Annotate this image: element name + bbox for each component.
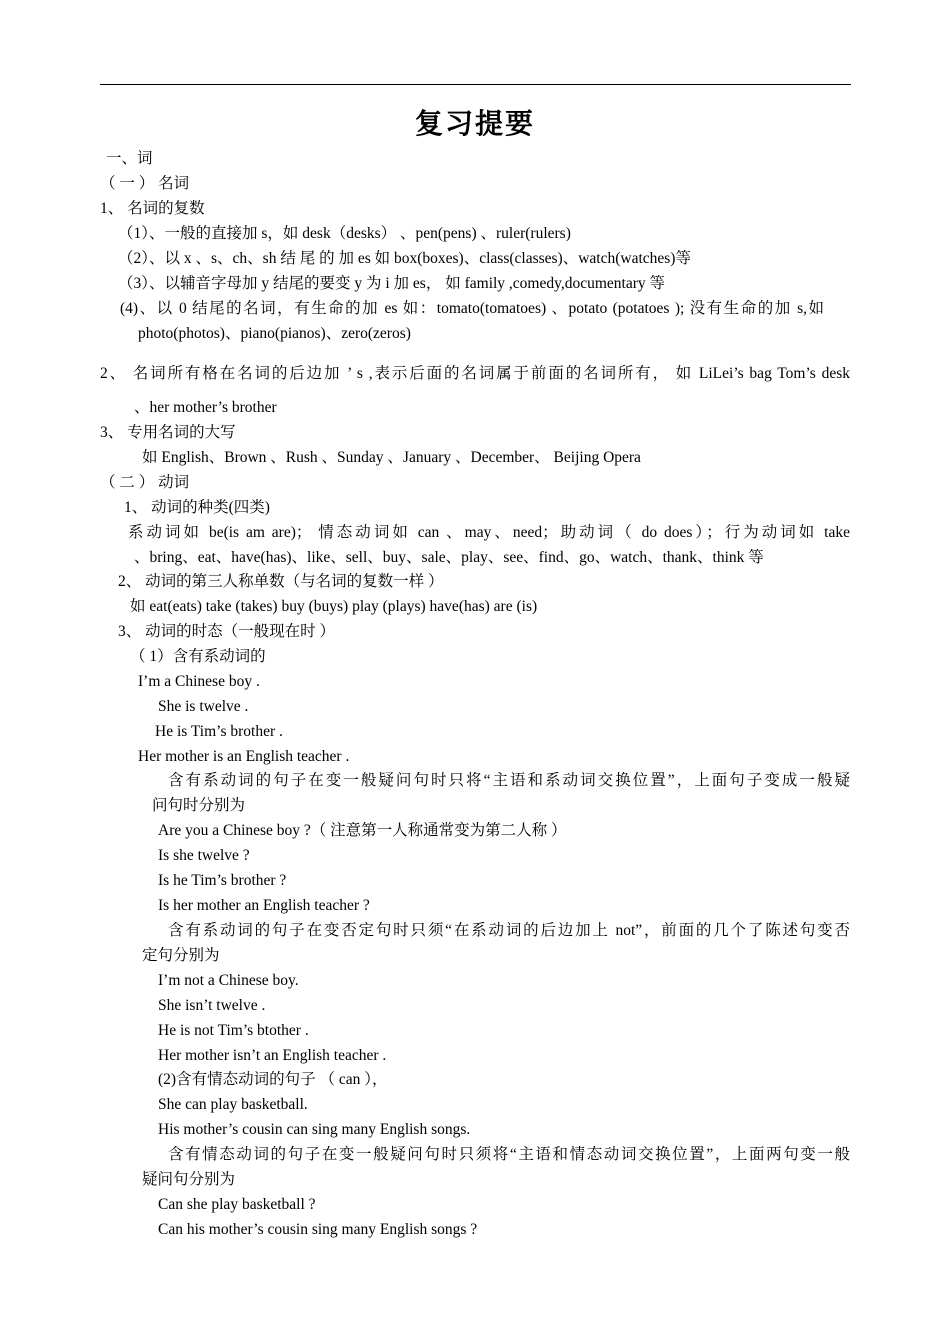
example-sentence: Can his mother’s cousin sing many English songs ? [158, 1221, 478, 1238]
text-line: 系动词如 be(is am are)； 情态动词如 can 、may、need；助动词（ do does）；行为动词如 take [128, 524, 850, 541]
item-heading-verb-types: 1、 动词的种类(四类) [124, 499, 270, 516]
header-rule [100, 84, 851, 85]
text-line: 含有系动词的句子在变否定句时只须“在系动词的后边加上 not”，前面的几个了陈述句变否 [168, 922, 850, 939]
section-heading-words: 一、词 [106, 150, 153, 167]
sub-item-heading-linking-verb: （ 1）含有系动词的 [130, 648, 266, 665]
text-line: 、bring、eat、have(has)、like、sell、buy、sale、play、see、find、go、watch、thank、think 等 [134, 549, 764, 566]
example-sentence: Are you a Chinese boy ?（ 注意第一人称通常变为第二人称 ） [158, 822, 567, 839]
example-sentence: Is her mother an English teacher ? [158, 897, 370, 914]
text-line: 如 English、Brown 、Rush 、Sunday 、January 、December、 Beijing Opera [142, 449, 641, 466]
text-line: photo(photos)、piano(pianos)、zero(zeros) [138, 325, 411, 342]
text-line: 疑问句分别为 [142, 1171, 236, 1188]
example-sentence: Her mother isn’t an English teacher . [158, 1047, 387, 1064]
sub-item-heading-modal-verb: (2)含有情态动词的句子 （ can ）， [158, 1071, 388, 1088]
example-sentence: I’m a Chinese boy . [138, 673, 260, 690]
text-line: （3）、以辅音字母加 y 结尾的要变 y 为 i 加 es， 如 family ,comedy,documentary 等 [118, 275, 666, 292]
example-sentence: Is he Tim’s brother ? [158, 872, 287, 889]
text-line: 问句时分别为 [152, 797, 246, 814]
text-line: （2）、以 x 、s、ch、sh 结 尾 的 加 es 如 box(boxes)、class(classes)、watch(watches)等 [118, 250, 691, 267]
example-sentence: Can she play basketball ? [158, 1196, 316, 1213]
page-title: 复习提要 [414, 107, 535, 140]
example-sentence: He is Tim’s brother . [155, 723, 283, 740]
example-sentence: She can play basketball. [158, 1096, 308, 1113]
item-heading-plural: 1、 名词的复数 [100, 200, 205, 217]
text-line: (4)、以 0 结尾的名词，有生命的加 es 如：tomato(tomatoes) 、potato (potatoes ); 没有生命的加 s,如 [120, 300, 824, 317]
item-heading-tense: 3、 动词的时态（一般现在时 ） [118, 623, 336, 640]
example-sentence: She isn’t twelve . [158, 997, 266, 1014]
example-sentence: Is she twelve ? [158, 847, 250, 864]
item-heading-third-person: 2、 动词的第三人称单数（与名词的复数一样 ） [118, 573, 444, 590]
item-heading-possessive: 2、 名词所有格在名词的后边加 ’ s ,表示后面的名词属于前面的名词所有， 如 LiLei’s bag Tom’s desk [100, 365, 850, 382]
example-sentence: She is twelve . [158, 698, 249, 715]
subsection-heading-nouns: （ 一 ） 名词 [100, 175, 190, 192]
example-sentence: His mother’s cousin can sing many English songs. [158, 1121, 471, 1138]
text-line: 含有情态动词的句子在变一般疑问句时只须将“主语和情态动词交换位置”，上面两句变一般 [168, 1146, 850, 1163]
text-line: 、her mother’s brother [134, 399, 277, 416]
item-heading-proper-nouns: 3、 专用名词的大写 [100, 424, 236, 441]
text-line: 定句分别为 [142, 947, 220, 964]
example-sentence: Her mother is an English teacher . [138, 748, 350, 765]
text-line: 含有系动词的句子在变一般疑问句时只将“主语和系动词交换位置”，上面句子变成一般疑 [168, 772, 850, 789]
example-sentence: I’m not a Chinese boy. [158, 972, 299, 989]
subsection-heading-verbs: （ 二 ） 动词 [100, 474, 190, 491]
text-line: 如 eat(eats) take (takes) buy (buys) play (plays) have(has) are (is) [130, 598, 538, 615]
example-sentence: He is not Tim’s btother . [158, 1022, 309, 1039]
text-line: （1）、一般的直接加 s，如 desk（desks） 、pen(pens) 、ruler(rulers) [118, 225, 571, 242]
